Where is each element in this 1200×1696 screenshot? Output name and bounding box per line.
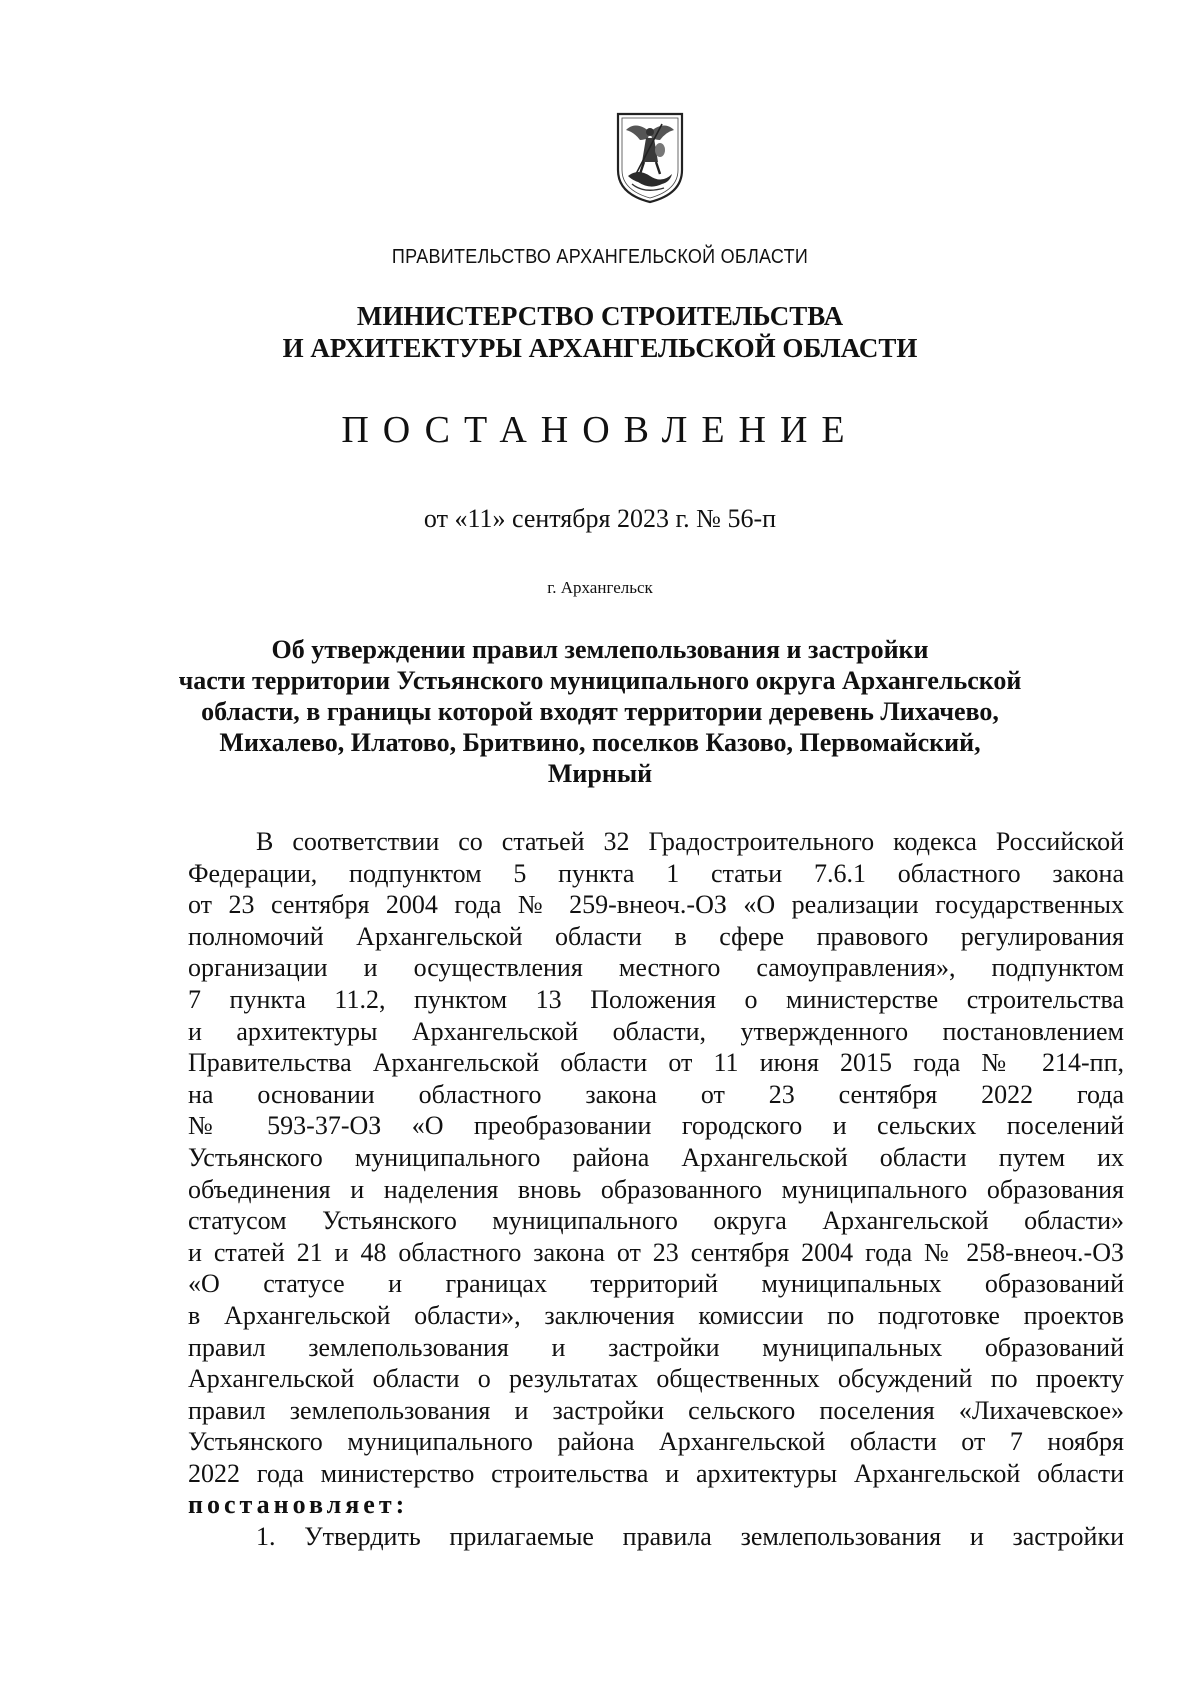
body-line: № 593-37-ОЗ «О преобразовании городского и сельских поселений xyxy=(188,1111,1124,1141)
resolve-line xyxy=(188,1489,1124,1521)
subject-line: части территории Устьянского муниципального округа Архангельской xyxy=(178,666,1022,695)
body-line: Устьянского муниципального района Архангельской области путем их xyxy=(188,1142,1124,1172)
body-line: и архитектуры Архангельской области, утвержденного постановлением xyxy=(188,1016,1124,1046)
body-line: статусом Устьянского муниципального округа Архангельской области» xyxy=(188,1206,1124,1236)
body-line: Архангельской области о результатах общественных обсуждений по проекту xyxy=(188,1364,1124,1394)
body-line: 7 пункта 11.2, пунктом 13 Положения о министерстве строительства xyxy=(188,984,1124,1014)
document-city: г. Архангельск xyxy=(547,578,653,597)
government-heading: ПРАВИТЕЛЬСТВО АРХАНГЕЛЬСКОЙ ОБЛАСТИ xyxy=(391,246,809,268)
ministry-heading xyxy=(0,300,1200,364)
subject-line: Михалево, Илатово, Бритвино, поселков Казово, Первомайский, xyxy=(219,728,981,757)
document-subject xyxy=(0,634,1200,789)
body-line: организации и осуществления местного самоуправления», подпунктом xyxy=(188,953,1124,983)
body-line: полномочий Архангельской области в сфере правового регулирования xyxy=(188,921,1124,951)
resolve-word: постановляет xyxy=(188,1490,396,1520)
body-line: в Архангельской области», заключения комиссии по подготовке проектов xyxy=(188,1300,1124,1330)
body-line: Федерации, подпунктом 5 пункта 1 статьи 7.6.1 областного закона xyxy=(188,858,1124,888)
document-type-title: ПОСТАНОВЛЕНИЕ xyxy=(341,409,859,451)
body-line: на основании областного закона от 23 сентября 2022 года xyxy=(188,1079,1124,1109)
body-line: Устьянского муниципального района Архангельской области от 7 ноября xyxy=(188,1427,1124,1457)
coat-of-arms-icon xyxy=(614,110,686,206)
subject-line: Мирный xyxy=(547,759,653,788)
resolve-colon: : xyxy=(395,1490,409,1520)
ministry-heading-line-1: МИНИСТЕРСТВО СТРОИТЕЛЬСТВА xyxy=(356,301,844,331)
subject-line: области, в границы которой входят территории деревень Лихачево, xyxy=(201,697,999,726)
body-line: правил землепользования и застройки сельского поселения «Лихачевское» xyxy=(188,1395,1124,1425)
ministry-heading-line-2: И АРХИТЕКТУРЫ АРХАНГЕЛЬСКОЙ ОБЛАСТИ xyxy=(282,333,918,363)
body-line: объединения и наделения вновь образованного муниципального образования xyxy=(188,1174,1124,1204)
body-line: правил землепользования и застройки муниципальных образований xyxy=(188,1332,1124,1362)
body-line: «О статусе и границах территорий муниципальных образований xyxy=(188,1269,1124,1299)
subject-line: Об утверждении правил землепользования и застройки xyxy=(271,635,929,664)
document-date-number: от «11» сентября 2023 г. № 56-п xyxy=(423,504,777,533)
body-line: и статей 21 и 48 областного закона от 23 сентября 2004 года № 258-внеоч.-ОЗ xyxy=(188,1237,1124,1267)
body-line: В соответствии со статьей 32 Градостроительного кодекса Российской xyxy=(256,827,1124,856)
body-line: Правительства Архангельской области от 11 июня 2015 года № 214-пп, xyxy=(188,1048,1124,1078)
document-body xyxy=(188,826,1124,1553)
body-line: 2022 года министерство строительства и архитектуры Архангельской области xyxy=(188,1458,1124,1488)
body-line: от 23 сентября 2004 года № 259-внеоч.-ОЗ «О реализации государственных xyxy=(188,890,1124,920)
item-1-line: 1. Утвердить прилагаемые правила землепользования и застройки xyxy=(256,1522,1124,1552)
